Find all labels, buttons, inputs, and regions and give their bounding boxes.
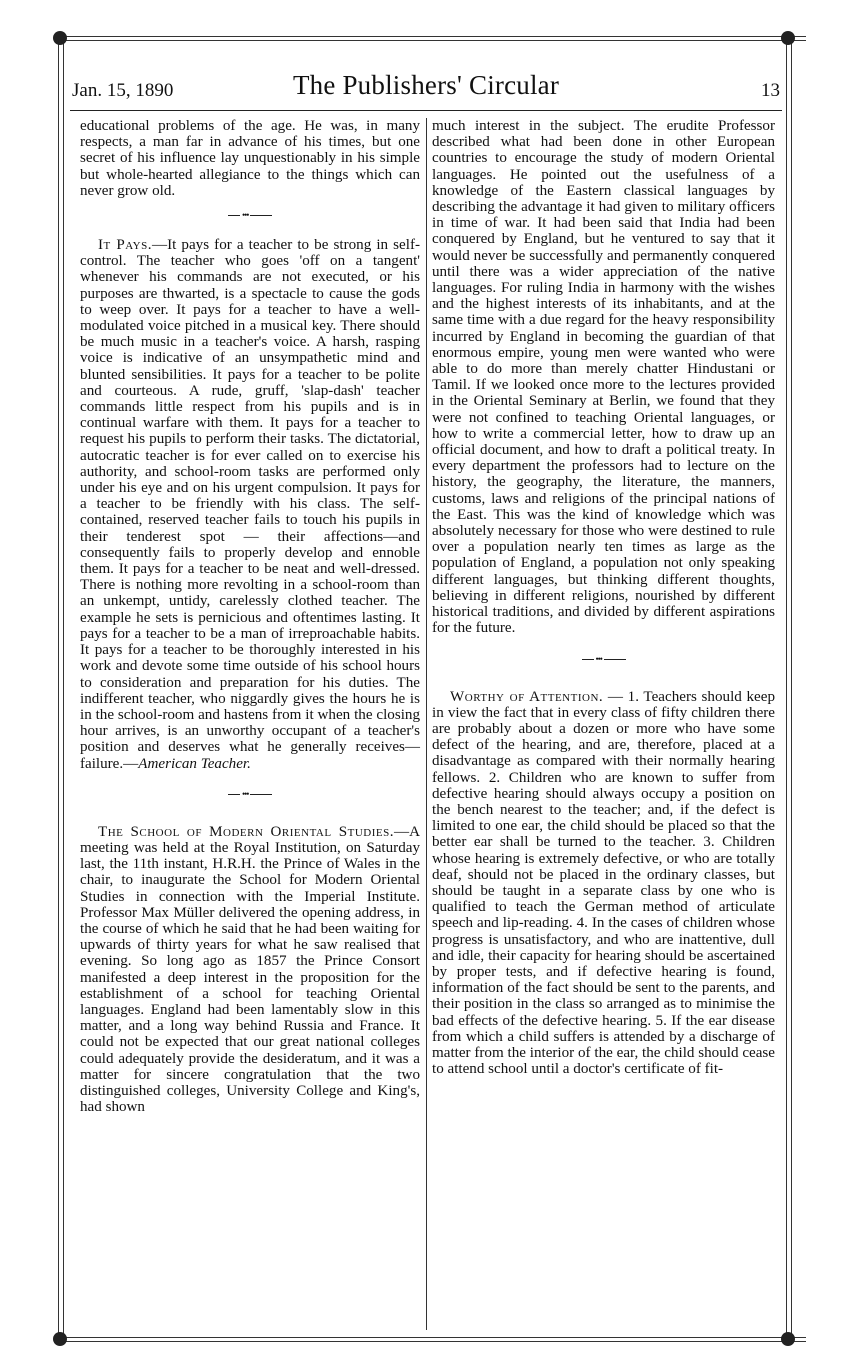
article-heading: The School of Modern Oriental Studies. [98,823,394,840]
article-oriental-studies [80,824,420,1116]
article-heading: Worthy of Attention. [450,688,604,705]
corner-ornament-icon [53,1332,67,1346]
corner-ornament-icon [781,31,795,45]
article-body: —A meeting was held at the Royal Institution, on Saturday last, the 11th instant, H.R.H. the Prince of Wales in the chair, to inaugurate the School for Modern Oriental Studies in connection with the Imperial Institute. Professor Max Müller delivered the opening address, in the course of which he said that he had been waiting for upwards of thirty years for what he saw realised that evening. So long ago as 1857 the Prince Consort manifested a deep interest in the proposition for the establishment of a school for teaching Oriental languages. England had been lamentably slow in this matter, and a long way behind Russia and France. It could not be expected that our great national colleges could adequately provide the desideratum, and it was a matter for sincere congratulation that the two distinguished colleges, University College and King's, had shown [80,823,420,1116]
section-separator [80,772,420,824]
frame-top-border [55,36,806,41]
left-column [80,118,420,1115]
article-body: — 1. Teachers should keep in view the fact that in every class of fifty children there are probably about a dozen or more who have some defect of the hearing, and are, therefore, placed at a disadvantage as compared with their normally hearing fellows. 2. Children who are known to suffer from defective hearing should always occupy a position on the bench nearest to the teacher; and, if the defect is limited to one ear, the child should be placed so that the better ear shall be turned to the teacher. 3. Children whose hearing is extremely defective, or who are totally deaf, should not be placed in the ordinary classes, but should be taught in a separate class by one who is qualified to teach the German method of articulate speech and lip-reading. 4. In the cases of children whose progress is unsatisfactory, and who are inattentive, dull and idle, their capacity for hearing should be ascertained by proper tests, and if defective hearing is found, information of the fact should be sent to the parents, and their position in the class so arranged as to minimise the bad effects of the defective hearing. 5. If the ear disease from which a child suffers is attended by a discharge of matter from the interior of the ear, the child should cease to attend school until a doctor's certificate of fit- [432,688,776,1078]
article-heading: It Pays. [98,237,153,254]
page-header [72,70,780,110]
section-separator [80,199,420,237]
publication-title: The Publishers' Circular [292,70,560,100]
frame-left-border [58,36,64,1340]
frame-bottom-border [55,1337,806,1342]
article-body: —It pays for a teacher to be strong in self-control. The teacher who goes 'off on a tangent' whenever his commands are not executed, or his purposes are thwarted, is a spectacle to cause the gods to weep over. It pays for a teacher to have a well-modulated voice pitched in a musical key. There should be much music in a teacher's voice. A harsh, rasping voice is indicative of an unsympathetic mind and blunted sensibilities. It pays for a teacher to be polite and courteous. A rude, gruff, 'slap-dash' teacher commands little respect from his pupils and is in continual warfare with them. It pays for a teacher to request his pupils to perform their tasks. The dictatorial, autocratic teacher is for ever called on to exercise his authority, and school-room tasks are performed only under his eye and on his urgent compulsion. It pays for a teacher to be friendly with his class. The self-contained, reserved teacher fails to touch his pupils in their tenderest spot — their affections—and consequently fails to properly develop and ennoble them. It pays for a teacher to be neat and well-dressed. There is nothing more revolting in a school-room than an unkempt, untidy, carelessly clothed teacher. The example he sets is pernicious and oftentimes lasting. It pays for a teacher to be a man of irreproachable habits. It pays for a teacher to be thoroughly interested in his work and devote some time outside of his school hours to consideration and preparation for his duties. The indifferent teacher, who niggardly gives the hours he is in the school-room and hastens from it when the closing hour arrives, is an unworthy occupant of a teacher's position and deserves what he generally receives—failure.— [80,237,420,772]
right-column [432,118,775,1077]
frame-right-border [786,36,792,1340]
article-source: American Teacher. [138,755,251,772]
section-separator [432,637,775,689]
corner-ornament-icon [781,1332,795,1346]
page-number: 13 [761,80,780,101]
issue-date: Jan. 15, 1890 [72,80,174,101]
article-oriental-continued: much interest in the subject. The erudite Professor described what had been done in other European countries to encourage the study of modern Oriental languages. He pointed out the usefulness of a knowledge of the Eastern classical languages by describing the advantage it had given to military officers in time of war. It had been said that India had been conquered by England, but he ventured to say that it would never be successfully and permanently conquered until there was a wider appreciation of the native languages. For ruling India in harmony with the wishes and the highest interests of its inhabitants, and at the same time with a due regard for the heavy responsibility incurred by England in becoming the guardian of that enormous empire, young men were wanted who were able to do more than merely chatter Hindustani or Tamil. If we looked once more to the lectures provided in the Oriental Seminary at Berlin, we found that they were not confined to teaching Oriental languages, or how to write a commercial letter, how to draw up an official document, and how to draft a political treaty. In every department the professors had to lecture on the history, the geography, the literature, the manners, customs, laws and religions of the principal nations of the East. This was the kind of knowledge which was absolutely necessary for those who were destined to rule over a population nearly ten times as large as the population of England, a population not only speaking different languages, but thinking different thoughts, believing in different religions, nourished by different historical traditions, and divided by different aspirations for the future. [432,118,775,637]
article-continuation: educational problems of the age. He was, in many respects, a man far in advance of his times, but one secret of his influence lay unquestionably in his simple but whole-hearted allegiance to the things which can never grow old. [80,118,420,199]
header-rule [70,110,782,111]
article-worthy-of-attention [432,689,775,1078]
column-divider [426,118,427,1330]
article-it-pays [80,237,420,772]
corner-ornament-icon [53,31,67,45]
